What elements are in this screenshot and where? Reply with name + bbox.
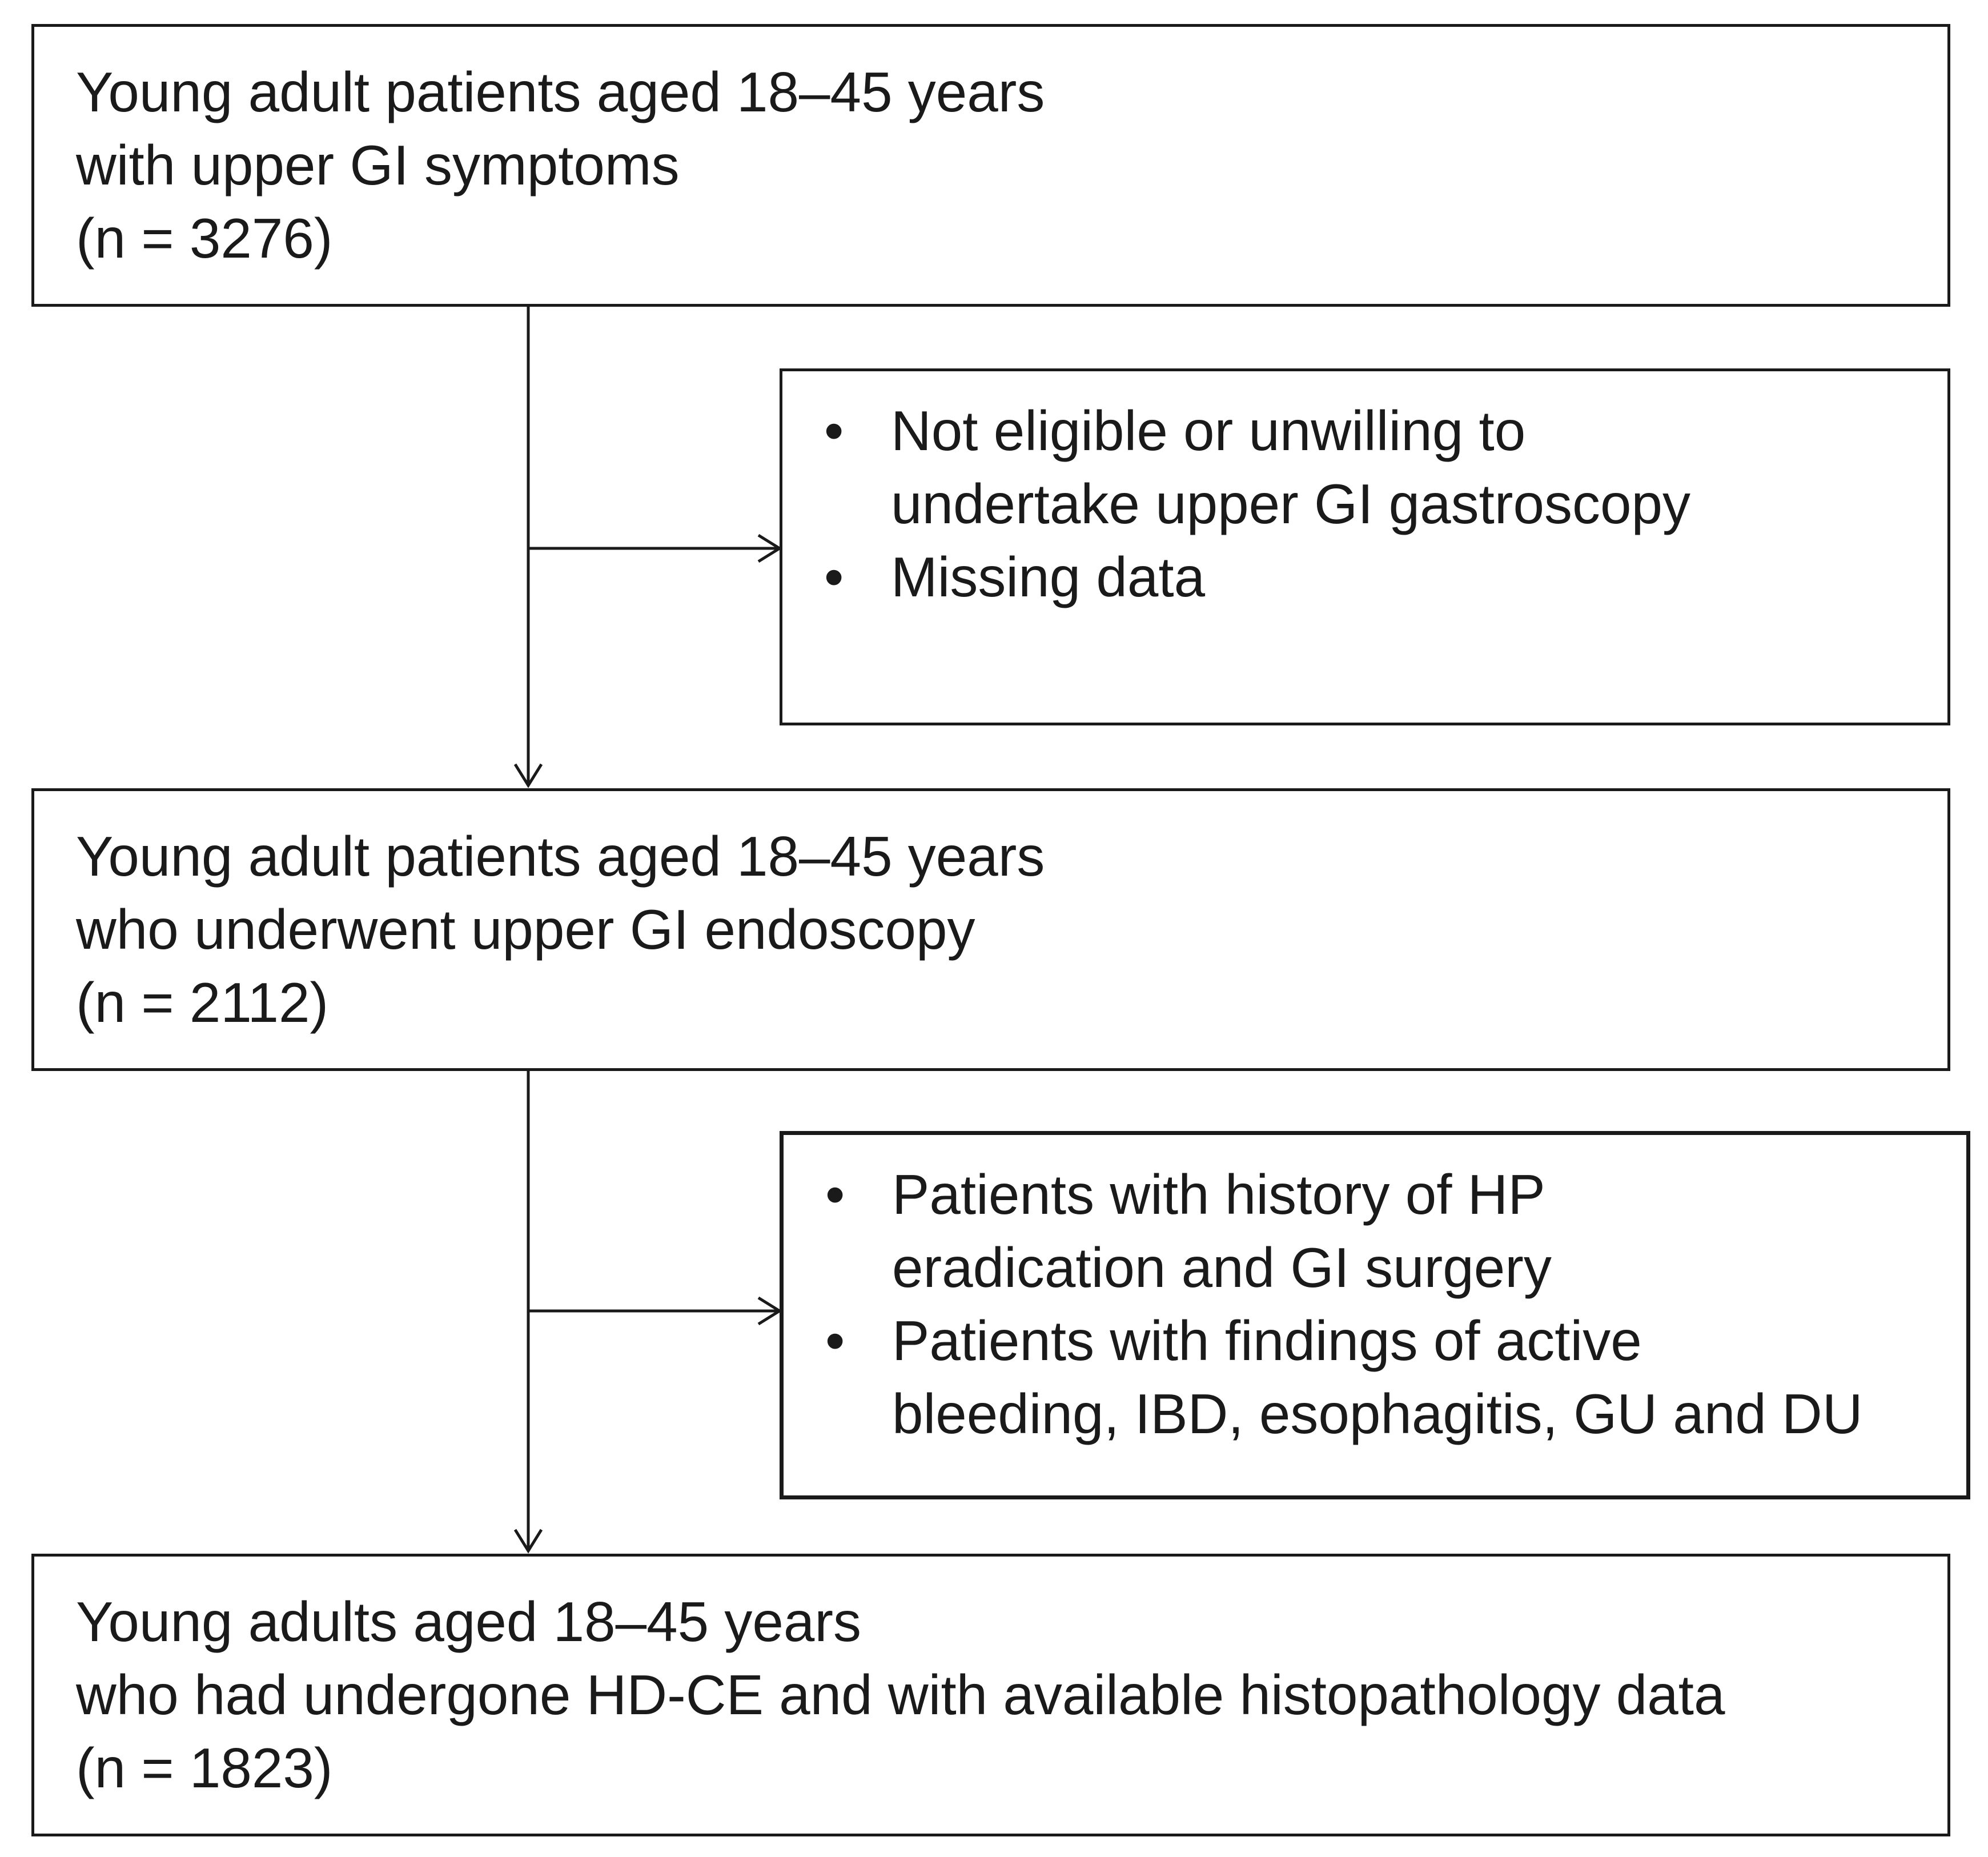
- final-line-2: who had undergone HD-CE and with available histopathology data: [76, 1663, 1725, 1726]
- initial-population-box: [31, 24, 1950, 307]
- endoscopy-line-1: Young adult patients aged 18–45 years: [76, 825, 1045, 888]
- initial-count: (n = 3276): [76, 207, 333, 270]
- exclusion-item: [782, 540, 1947, 613]
- endoscopy-count: (n = 2112): [76, 971, 329, 1034]
- exclusion-item-line: Patients with findings of active: [892, 1309, 1642, 1372]
- exclusion-item: [784, 1158, 1966, 1304]
- exclusion-item-line: Missing data: [891, 546, 1206, 608]
- final-cohort-box: [31, 1554, 1950, 1836]
- endoscopy-population-box: [31, 788, 1950, 1071]
- bullet-icon: •: [825, 1309, 845, 1372]
- exclusion-item-line: Patients with history of HP: [892, 1163, 1545, 1226]
- initial-line-1: Young adult patients aged 18–45 years: [76, 61, 1045, 123]
- exclusion-item: [782, 394, 1947, 540]
- bullet-icon: •: [824, 546, 844, 608]
- bullet-icon: •: [825, 1163, 845, 1226]
- final-line-1: Young adults aged 18–45 years: [76, 1590, 861, 1653]
- bullet-icon: •: [824, 399, 844, 462]
- final-count: (n = 1823): [76, 1736, 333, 1799]
- exclusion-box-2: [780, 1131, 1970, 1499]
- exclusion-item-line: eradication and GI surgery: [892, 1236, 1552, 1299]
- exclusion-list-2: [784, 1158, 1966, 1450]
- exclusion-item-line: bleeding, IBD, esophagitis, GU and DU: [892, 1382, 1863, 1445]
- exclusion-item-line: Not eligible or unwilling to: [891, 399, 1526, 462]
- exclusion-box-1: [780, 368, 1950, 725]
- exclusion-item: [784, 1304, 1966, 1450]
- endoscopy-line-2: who underwent upper GI endoscopy: [76, 898, 975, 961]
- exclusion-item-line: undertake upper GI gastroscopy: [891, 472, 1691, 535]
- exclusion-list-1: [782, 394, 1947, 613]
- initial-line-2: with upper GI symptoms: [76, 134, 680, 196]
